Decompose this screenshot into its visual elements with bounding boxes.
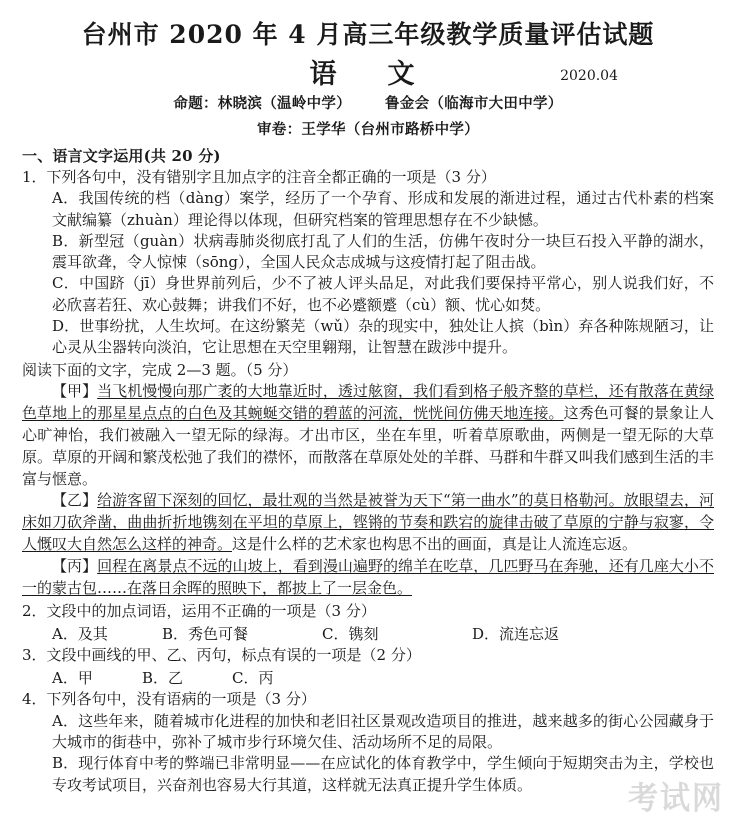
- reviewer-label: 审卷：: [256, 121, 302, 138]
- question-2-option-b: B．秀色可餐: [162, 625, 249, 644]
- reviewer-line: [22, 118, 714, 139]
- passage-underlined-3: 回程在离景点不远的山坡上，看到漫山遍野的绵羊在吃草，几匹野马在奔驰，还有几座大小不一的蒙古包……在落日余晖的照映下，都披上了一层金色。: [22, 557, 714, 597]
- question-4-option-b: B．现行体育中考的弊端已非常明显——在应试化的体育教学中，学生倾向于短期突击为主，学校也专攻考试项目，兴奋剂也容易大行其道，这样就无法真正提升学生体质。: [52, 754, 714, 794]
- question-3-option-a: A．甲: [52, 669, 93, 688]
- passage-underlined-1: 当飞机慢慢向那广袤的大地靠近时，透过舷窗，我们看到格子般齐整的草栏，还有散落在黄绿色草地上的那星星点点的白色及其蜿蜒交错的碧蓝的河流，恍恍间仿佛天地连接。: [22, 381, 714, 422]
- question-3-option-c: C．丙: [232, 669, 274, 688]
- question-1-option-a: A．我国传统的档（dàng）案学，经历了一个孕育、形成和发展的渐进过程，通过古代朴素的档案文献编纂（zhuàn）理论得以体现，但研究档案的管理思想存在不少缺憾。: [52, 189, 714, 229]
- question-1-option-b: B．新型冠（guàn）状病毒肺炎彻底打乱了人们的生活，仿佛午夜时分一块巨石投入平静的湖水，震耳欲聋，令人惊悚（sōng），全国人民众志成城与这疫情打起了阻击战。: [52, 231, 714, 272]
- question-4-stem: 4．下列各句中，没有语病的一项是（3 分）: [22, 690, 316, 709]
- passage-text-2: 这是什么样的艺术家也构思不出的画面，真是让人流连忘返。: [232, 535, 638, 554]
- question-1-stem: 1．下列各句中，没有错别字且加点字的注音全都正确的一项是（3 分）: [22, 168, 496, 186]
- credit-author-2: 鲁金会（临海市大田中学）: [385, 95, 563, 112]
- passage-marker-bing: 【丙】: [52, 557, 98, 576]
- passage-instruction: 阅读下面的文字，完成 2—3 题。（5 分）: [22, 360, 298, 379]
- reviewer-name: 王学华（台州市路桥中学）: [301, 121, 479, 138]
- question-3-option-b: B．乙: [142, 669, 184, 688]
- passage-paragraph-2: [22, 490, 714, 556]
- passage-paragraph-3: [22, 556, 714, 600]
- passage-text-1: 这秀色可餐的景象让人心旷神怡，我们被融入一望无际的绿海。才出市区，坐在车里，听着草原歌曲，两侧是一望无际的大草原。草原的开阔和繁茂松弛了我们的襟怀，而散落在草原处处的羊群、马群和牛群又叫我们感到生活的丰富与惬意。: [22, 403, 714, 488]
- passage-underlined-2: 给游客留下深刻的回忆，最壮观的当然是被誉为天下“第一曲水”的莫日格勒河。放眼望去，河床如刀砍斧凿，曲曲折折地镌刻在平坦的草原上，铿锵的节奏和跌宕的旋律击破了草原的宁静与寂寥，令人慨叹大自然怎么这样的神奇。: [22, 491, 714, 554]
- passage-marker-yi: 【乙】: [52, 491, 98, 510]
- question-2-option-c: C．镌刻: [322, 625, 379, 644]
- question-3-options: [52, 667, 714, 688]
- question-4-option-a: A．这些年来，随着城市化进程的加快和老旧社区景观改造项目的推进，越来越多的街心公园藏身于大城市的街巷中，弥补了城市步行环境欠佳、活动场所不足的局限。: [52, 711, 714, 752]
- subject-row: [22, 52, 714, 90]
- section-heading: 一、语言文字运用(共 20 分): [22, 147, 221, 165]
- question-2-option-a: A．及其: [52, 625, 108, 644]
- credit-author-1: 林晓滨（温岭中学）: [217, 95, 351, 112]
- question-1-option-c: C．中国跻（jī）身世界前列后，少不了被人评头品足，对此我们要保持平常心，别人说我们好，不必欣喜若狂、欢心鼓舞；讲我们不好，也不必蹙额蹙（cù）额、忧心如焚。: [52, 274, 714, 314]
- question-3-stem: 3．文段中画线的甲、乙、丙句，标点有误的一项是（2 分）: [22, 646, 421, 665]
- question-2-options: [52, 623, 714, 644]
- passage-paragraph-1: [22, 381, 714, 490]
- credit-line: [22, 92, 714, 113]
- subject-name: 语 文: [309, 59, 427, 90]
- credit-label: 命题：: [173, 95, 218, 112]
- exam-date: 2020.04: [560, 68, 618, 84]
- question-2-stem: 2．文段中的加点词语，运用不正确的一项是（3 分）: [22, 601, 376, 620]
- passage-marker-jia: 【甲】: [52, 381, 98, 400]
- question-2-option-d: D．流连忘返: [472, 625, 560, 644]
- watermark: 考试网: [628, 780, 724, 818]
- question-1-option-d: D．世事纷扰，人生坎坷。在这纷繁芜（wǔ）杂的现实中，独处让人摈（bìn）弃各种陈规陋习，让心灵从尘器转向淡泊，它让思想在天空里翱翔，让智慧在跋涉中提升。: [52, 317, 714, 357]
- page-title: 台州市 2020 年 4 月高三年级教学质量评估试题: [81, 20, 655, 49]
